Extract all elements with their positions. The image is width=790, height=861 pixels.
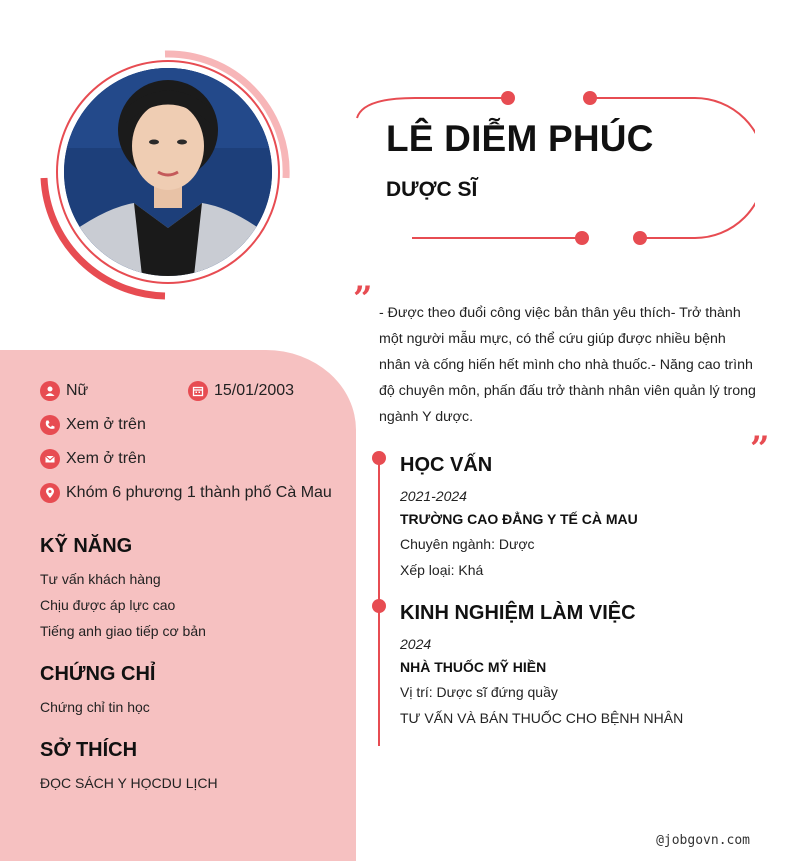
address-value: Khóm 6 phương 1 thành phố Cà Mau: [66, 484, 332, 501]
quote-open-icon: ”: [353, 279, 373, 319]
avatar-frame: [38, 48, 294, 304]
mail-icon: [40, 449, 60, 469]
skill-item: Tiếng anh giao tiếp cơ bản: [40, 623, 206, 639]
hobbies-title: SỞ THÍCH: [40, 739, 138, 761]
education-major: Chuyên ngành: Dược: [400, 536, 535, 552]
email-value: Xem ở trên: [66, 450, 146, 467]
skills-title: KỸ NĂNG: [40, 535, 133, 557]
skill-item: Chịu được áp lực cao: [40, 597, 176, 613]
phone-row: [40, 415, 146, 435]
name-card-frame: [355, 88, 755, 248]
experience-description: TƯ VẤN VÀ BÁN THUỐC CHO BỆNH NHÂN: [400, 710, 684, 726]
experience-period: 2024: [400, 636, 432, 652]
education-title: HỌC VẤN: [400, 454, 493, 476]
skill-item: Tư vấn khách hàng: [40, 571, 161, 587]
education-period: 2021-2024: [400, 488, 467, 504]
certificate-item: Chứng chỉ tin học: [40, 699, 150, 715]
name-card: [355, 88, 755, 248]
birthday-row: [188, 381, 294, 401]
education-school: TRƯỜNG CAO ĐẲNG Y TẾ CÀ MAU: [400, 511, 638, 527]
quote-close-icon: ”: [750, 429, 770, 469]
certificates-title: CHỨNG CHỈ: [40, 663, 156, 685]
experience-position: Vị trí: Dược sĩ đứng quầy: [400, 684, 558, 700]
profile-photo: [64, 68, 272, 276]
phone-value: Xem ở trên: [66, 416, 146, 433]
hobby-item: ĐỌC SÁCH Y HỌCDU LỊCH: [40, 775, 218, 791]
location-icon: [40, 483, 60, 503]
career-objective: - Được theo đuổi công việc bản thân yêu thích- Trở thành một người mẫu mực, có thể cứu giúp được nhiều bệnh nhân và cống hiến hết mình cho nhà thuốc.- Năng cao trình độ chuyên môn, phấn đấu trở thành nhân viên quản lý trong ngành Y dược.: [379, 305, 756, 425]
email-row: [40, 449, 146, 469]
user-icon: [40, 381, 60, 401]
job-title: DƯỢC SĨ: [386, 178, 478, 201]
phone-icon: [40, 415, 60, 435]
gender-row: [40, 381, 88, 401]
full-name: LÊ DIỄM PHÚC: [386, 118, 654, 159]
birthday-value: 15/01/2003: [214, 382, 295, 399]
gender-value: Nữ: [66, 382, 89, 399]
calendar-icon: [188, 381, 208, 401]
address-row: [40, 483, 332, 503]
timeline-dot: [372, 451, 386, 465]
watermark: @jobgovn.com: [656, 833, 750, 848]
timeline-dot: [372, 599, 386, 613]
education-rank: Xếp loại: Khá: [400, 562, 484, 578]
experience-company: NHÀ THUỐC MỸ HIỀN: [400, 659, 547, 675]
experience-title: KINH NGHIỆM LÀM VIỆC: [400, 602, 636, 624]
